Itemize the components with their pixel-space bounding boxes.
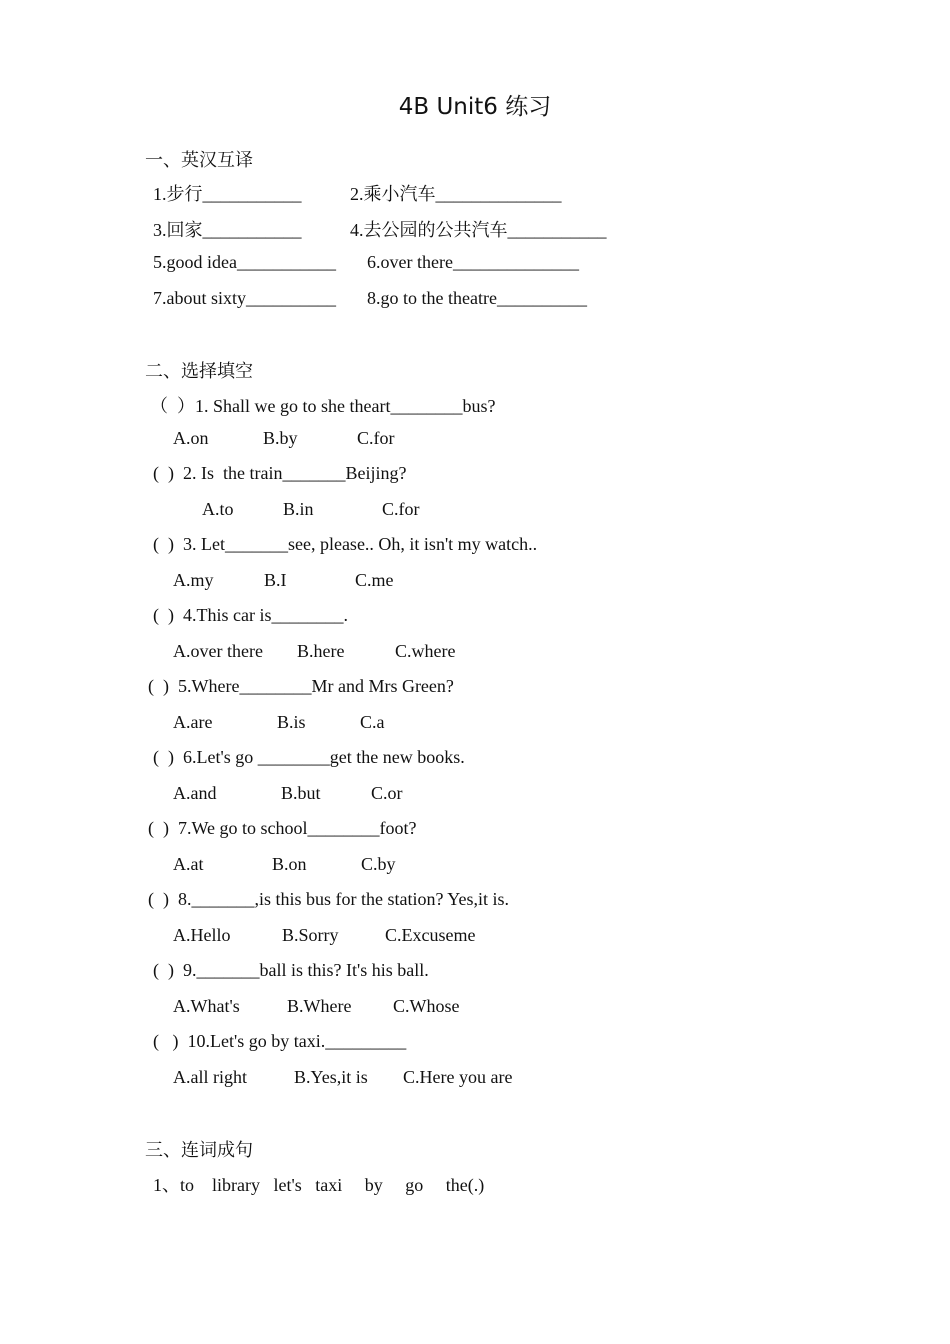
question-10: ( ) 10.Let's go by taxi._________ bbox=[153, 1031, 407, 1051]
q1-option-c: C.for bbox=[357, 428, 395, 448]
translation-item-3: 3.回家___________ bbox=[153, 220, 302, 240]
translation-item-2: 2.乘小汽车______________ bbox=[350, 184, 562, 204]
section2-heading: 二、选择填空 bbox=[145, 361, 253, 381]
translation-item-5: 5.good idea___________ bbox=[153, 252, 336, 272]
translation-item-7: 7.about sixty__________ bbox=[153, 288, 336, 308]
q6-option-c: C.or bbox=[371, 783, 403, 803]
translation-item-1: 1.步行___________ bbox=[153, 184, 302, 204]
q10-option-a: A.all right bbox=[173, 1067, 247, 1087]
q7-option-a: A.at bbox=[173, 854, 204, 874]
question-1: （ ）1. Shall we go to she theart________bus? bbox=[150, 396, 496, 416]
translation-item-6: 6.over there______________ bbox=[367, 252, 579, 272]
q5-option-a: A.are bbox=[173, 712, 213, 732]
question-8: ( ) 8._______,is this bus for the station? Yes,it is. bbox=[148, 889, 510, 909]
q9-option-b: B.Where bbox=[287, 996, 352, 1016]
question-3: ( ) 3. Let_______see, please.. Oh, it isn't my watch.. bbox=[153, 534, 538, 554]
q5-option-c: C.a bbox=[360, 712, 385, 732]
section3-heading: 三、连词成句 bbox=[145, 1140, 253, 1160]
q3-option-b: B.I bbox=[264, 570, 287, 590]
q6-option-a: A.and bbox=[173, 783, 217, 803]
q8-option-c: C.Excuseme bbox=[385, 925, 476, 945]
question-7: ( ) 7.We go to school________foot? bbox=[148, 818, 417, 838]
question-2: ( ) 2. Is the train_______Beijing? bbox=[153, 463, 407, 483]
q3-option-c: C.me bbox=[355, 570, 394, 590]
q4-option-c: C.where bbox=[395, 641, 456, 661]
q10-option-b: B.Yes,it is bbox=[294, 1067, 368, 1087]
q3-option-a: A.my bbox=[173, 570, 214, 590]
q7-option-c: C.by bbox=[361, 854, 396, 874]
question-6: ( ) 6.Let's go ________get the new books. bbox=[153, 747, 465, 767]
q10-option-c: C.Here you are bbox=[403, 1067, 513, 1087]
translation-item-8: 8.go to the theatre__________ bbox=[367, 288, 587, 308]
q5-option-b: B.is bbox=[277, 712, 306, 732]
q8-option-a: A.Hello bbox=[173, 925, 231, 945]
translation-item-4: 4.去公园的公共汽车___________ bbox=[350, 220, 607, 240]
question-4: ( ) 4.This car is________. bbox=[153, 605, 348, 625]
q2-option-c: C.for bbox=[382, 499, 420, 519]
page-title: 4B Unit6 练习 bbox=[398, 94, 552, 120]
question-9: ( ) 9._______ball is this? It's his ball. bbox=[153, 960, 429, 980]
section1-heading: 一、英汉互译 bbox=[145, 150, 253, 170]
q1-option-b: B.by bbox=[263, 428, 298, 448]
q6-option-b: B.but bbox=[281, 783, 321, 803]
q8-option-b: B.Sorry bbox=[282, 925, 339, 945]
q4-option-a: A.over there bbox=[173, 641, 263, 661]
sentence-item-1: 1、to library let's taxi by go the(.) bbox=[153, 1175, 485, 1195]
q9-option-a: A.What's bbox=[173, 996, 240, 1016]
q1-option-a: A.on bbox=[173, 428, 209, 448]
q2-option-b: B.in bbox=[283, 499, 314, 519]
q2-option-a: A.to bbox=[202, 499, 234, 519]
q9-option-c: C.Whose bbox=[393, 996, 460, 1016]
q4-option-b: B.here bbox=[297, 641, 345, 661]
q7-option-b: B.on bbox=[272, 854, 307, 874]
question-5: ( ) 5.Where________Mr and Mrs Green? bbox=[148, 676, 454, 696]
